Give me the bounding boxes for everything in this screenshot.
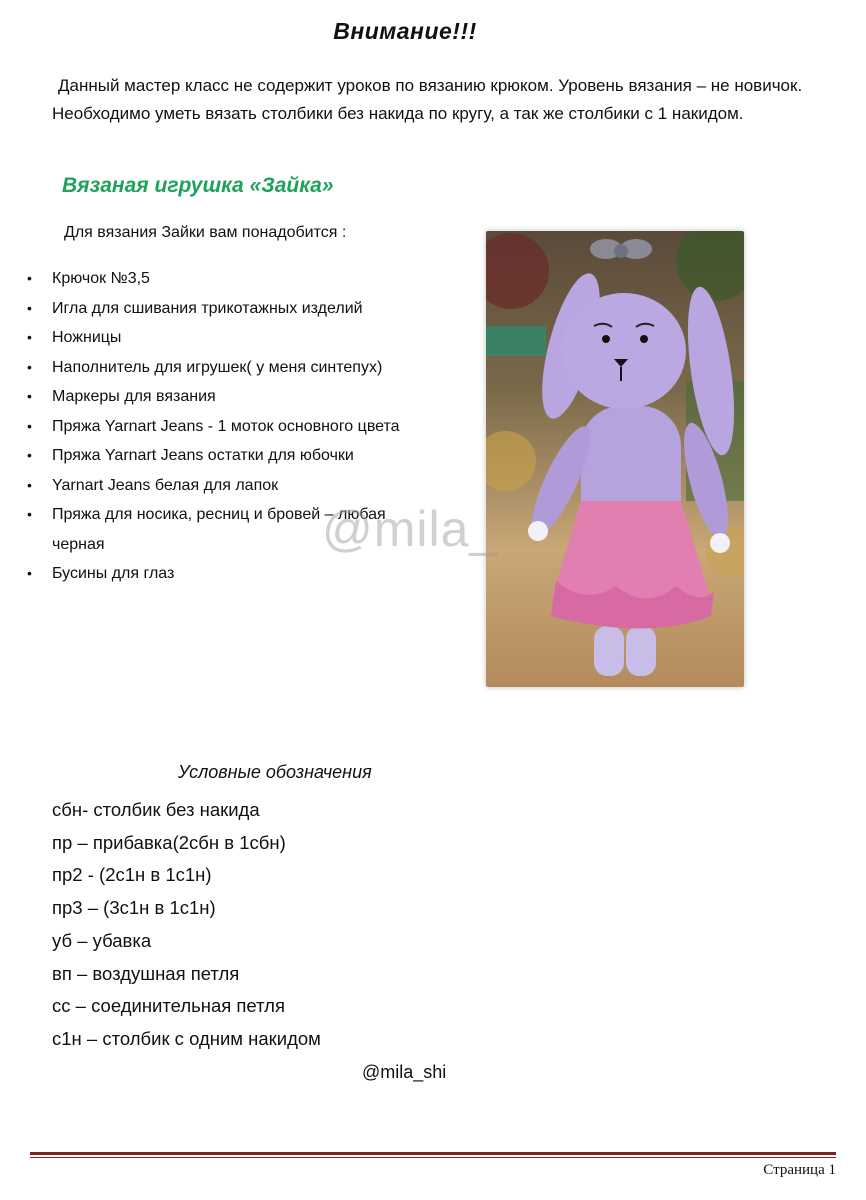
toy-title: Вязаная игрушка «Зайка» [62, 174, 334, 197]
materials-item [22, 323, 402, 353]
materials-item-text: Маркеры для вязания [52, 388, 216, 405]
bullet-icon: • [27, 388, 32, 404]
legend-title: Условные обозначения [178, 762, 372, 782]
materials-item [22, 559, 402, 589]
materials-item-text: Пряжа Yarnart Jeans остатки для юбочки [52, 447, 354, 464]
materials-item-text: Ножницы [52, 329, 122, 346]
abbreviation-item: уб – убавка [52, 929, 152, 951]
page-heading: Внимание!!! [333, 18, 477, 44]
bullet-icon: • [27, 299, 32, 316]
materials-item-text: Бусины для глаз [52, 565, 175, 582]
page-number: Страница 1 [763, 1162, 836, 1178]
bullet-icon: • [27, 270, 32, 286]
footer-rule [30, 1152, 836, 1155]
materials-item-text: Игла для сшивания трикотажных изделий [52, 299, 363, 317]
footer-rule-thin [30, 1157, 836, 1158]
abbreviation-item: с1н – столбик с одним накидом [52, 1027, 321, 1049]
materials-item-text: Yarnart Jeans белая для лапок [52, 476, 279, 494]
bunny-photo [486, 231, 744, 687]
bullet-icon: • [27, 447, 32, 463]
bullet-icon: • [27, 476, 32, 493]
author-handle: @mila_shi [362, 1062, 447, 1082]
materials-item-text: Наполнитель для игрушек( у меня синтепух) [52, 358, 383, 376]
materials-item [22, 441, 402, 471]
materials-item [22, 471, 402, 501]
bullet-icon: • [27, 565, 32, 581]
intro-paragraph: Данный мастер класс не содержит уроков по вязанию крюком. Уровень вязания – не новичок. Необходимо уметь вязать столбики без накида по кругу, а так же столбики с 1 накидом. [52, 76, 803, 123]
watermark: @mila_ [322, 501, 499, 557]
abbreviation-list [52, 794, 321, 1056]
materials-item-text: Пряжа Yarnart Jeans - 1 моток основного цвета [52, 417, 400, 435]
bullet-icon: • [27, 417, 32, 434]
materials-item [22, 264, 402, 294]
bullet-icon: • [27, 358, 32, 375]
materials-item [22, 353, 402, 383]
bullet-icon: • [27, 329, 32, 345]
materials-item [22, 412, 402, 442]
materials-item-text: Пряжа для носика, ресниц и бровей – любая черная [52, 506, 386, 553]
bullet-icon: • [27, 506, 32, 522]
abbreviation-item: сс – соединительная петля [52, 995, 285, 1017]
materials-item-text: Крючок №3,5 [52, 270, 150, 287]
crochet-bunny-illustration [486, 231, 744, 687]
abbreviation-item: вп – воздушная петля [52, 962, 240, 984]
abbreviation-item: пр – прибавка(2сбн в 1сбн) [52, 831, 286, 853]
materials-item [22, 382, 402, 412]
materials-item [22, 294, 402, 324]
abbreviation-item: сбн- столбик без накида [52, 799, 260, 820]
abbreviation-item: пр2 - (2с1н в 1с1н) [52, 864, 212, 886]
materials-intro: Для вязания Зайки вам понадобится : [64, 224, 347, 241]
abbreviation-item: пр3 – (3с1н в 1с1н) [52, 897, 216, 919]
